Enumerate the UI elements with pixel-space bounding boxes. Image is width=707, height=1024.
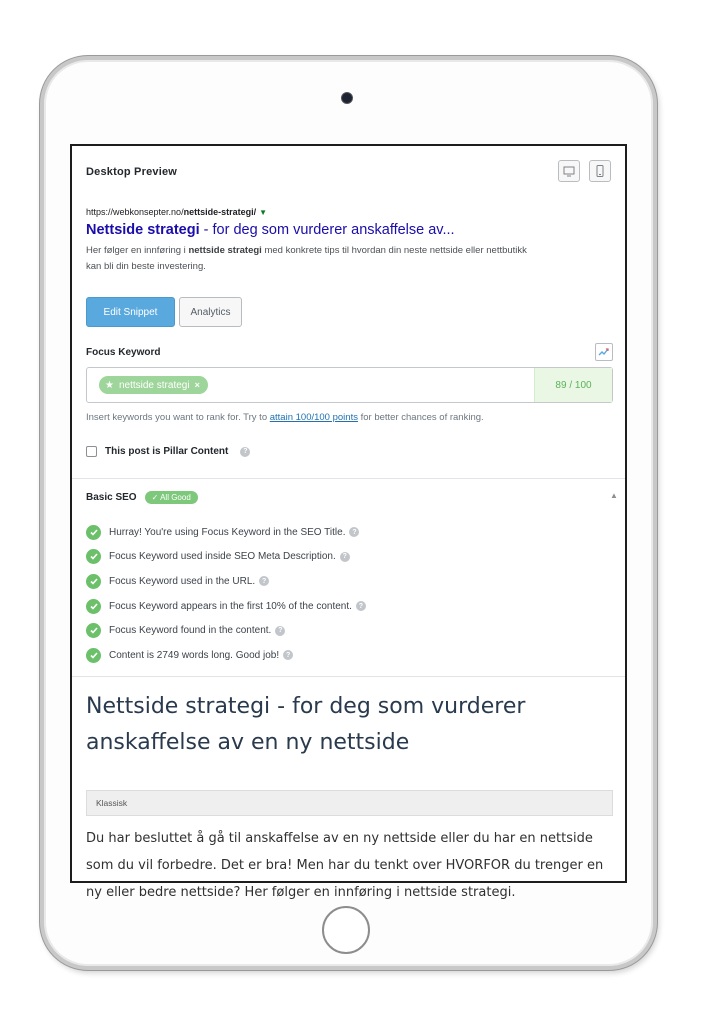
check-icon — [86, 525, 101, 540]
home-button[interactable] — [322, 906, 370, 954]
collapse-caret-icon[interactable]: ▲ — [610, 491, 618, 500]
check-icon — [86, 599, 101, 614]
basic-seo-title: Basic SEO — [86, 492, 137, 503]
check-icon — [86, 549, 101, 564]
help-icon[interactable]: ? — [349, 527, 359, 537]
screen — [70, 144, 627, 900]
check-item — [86, 643, 366, 668]
pillar-content-checkbox[interactable] — [86, 446, 97, 457]
caret-down-icon: ▼ — [259, 208, 268, 217]
basic-seo-checks — [86, 520, 366, 668]
serp-title[interactable] — [86, 222, 455, 238]
divider — [72, 478, 625, 479]
check-text: Focus Keyword found in the content. — [109, 625, 272, 637]
hint-before: Insert keywords you want to rank for. Try to — [86, 412, 270, 423]
camera-icon — [341, 92, 353, 104]
serp-url — [86, 207, 267, 217]
serp-desc-bold: nettside strategi — [188, 245, 262, 256]
desktop-icon — [563, 166, 575, 177]
classic-block-toolbar[interactable] — [86, 790, 613, 816]
block-label: Klassisk — [96, 798, 128, 808]
divider — [72, 676, 625, 677]
help-icon[interactable]: ? — [283, 650, 293, 660]
preview-title: Desktop Preview — [86, 166, 178, 178]
serp-title-bold: Nettside strategi — [86, 222, 200, 238]
help-icon[interactable]: ? — [240, 447, 250, 457]
check-item — [86, 545, 366, 570]
keyword-tag-label: nettside strategi — [118, 379, 190, 391]
pillar-content-label: This post is Pillar Content — [105, 446, 229, 457]
help-icon[interactable]: ? — [340, 552, 350, 562]
check-item — [86, 618, 366, 643]
serp-description — [86, 243, 536, 275]
check-text: Focus Keyword used in the URL. — [109, 575, 256, 587]
keyword-score: 89 / 100 — [534, 368, 612, 402]
serp-url-slug: nettside-strategi/ — [183, 207, 257, 217]
help-icon[interactable]: ? — [356, 601, 366, 611]
analytics-button[interactable]: Analytics — [179, 297, 242, 327]
help-icon[interactable]: ? — [259, 576, 269, 586]
post-title[interactable]: Nettside strategi - for deg som vurderer anskaffelse av en ny nettside — [86, 694, 526, 755]
check-text: Focus Keyword used inside SEO Meta Description. — [109, 551, 336, 563]
check-item — [86, 520, 366, 545]
serp-desc-part1: Her følger en innføring i — [86, 245, 189, 256]
mobile-icon — [596, 165, 604, 177]
mobile-preview-button[interactable] — [589, 160, 611, 182]
hint-after: for better chances of ranking. — [357, 412, 484, 423]
check-item — [86, 594, 366, 619]
check-text: Hurray! You're using Focus Keyword in the SEO Title. — [109, 526, 346, 538]
attain-points-link[interactable]: attain 100/100 points — [269, 412, 358, 423]
status-badge: ✓ All Good — [145, 491, 198, 504]
keyword-tag[interactable] — [99, 376, 208, 394]
edit-snippet-button[interactable]: Edit Snippet — [86, 297, 175, 327]
check-icon — [86, 648, 101, 663]
serp-desc-part2: med konkrete tips til hvordan din neste nettside eller nettbutikk kan bli din beste investering. — [86, 245, 527, 272]
check-icon — [86, 623, 101, 638]
check-icon — [86, 574, 101, 589]
focus-keyword-label: Focus Keyword — [86, 347, 161, 358]
basic-seo-header[interactable] — [86, 491, 198, 504]
pillar-content-row[interactable] — [86, 446, 250, 457]
serp-url-prefix: https://webkonsepter.no/ — [86, 207, 184, 217]
star-icon: ★ — [105, 379, 114, 391]
trends-button[interactable] — [595, 343, 613, 361]
keyword-hint — [86, 412, 484, 423]
check-text: Content is 2749 words long. Good job! — [109, 649, 280, 661]
help-icon[interactable]: ? — [275, 626, 285, 636]
trend-chart-icon — [598, 347, 610, 357]
check-item — [86, 569, 366, 594]
check-text: Focus Keyword appears in the first 10% of the content. — [109, 600, 352, 612]
focus-keyword-input[interactable] — [86, 367, 613, 403]
post-body[interactable]: Du har besluttet å gå til anskaffelse av en ny nettside eller du har en nettside som du vil forbedre. Det er bra! Men har du tenkt over HVORFOR du trenger en ny eller bedre nettside? Her følger en innføring i nettside strategi. — [86, 831, 604, 900]
preview-header — [72, 146, 625, 206]
remove-keyword-icon[interactable]: × — [194, 380, 200, 390]
serp-title-rest: - for deg som vurderer anskaffelse av... — [199, 222, 455, 238]
desktop-preview-button[interactable] — [558, 160, 580, 182]
